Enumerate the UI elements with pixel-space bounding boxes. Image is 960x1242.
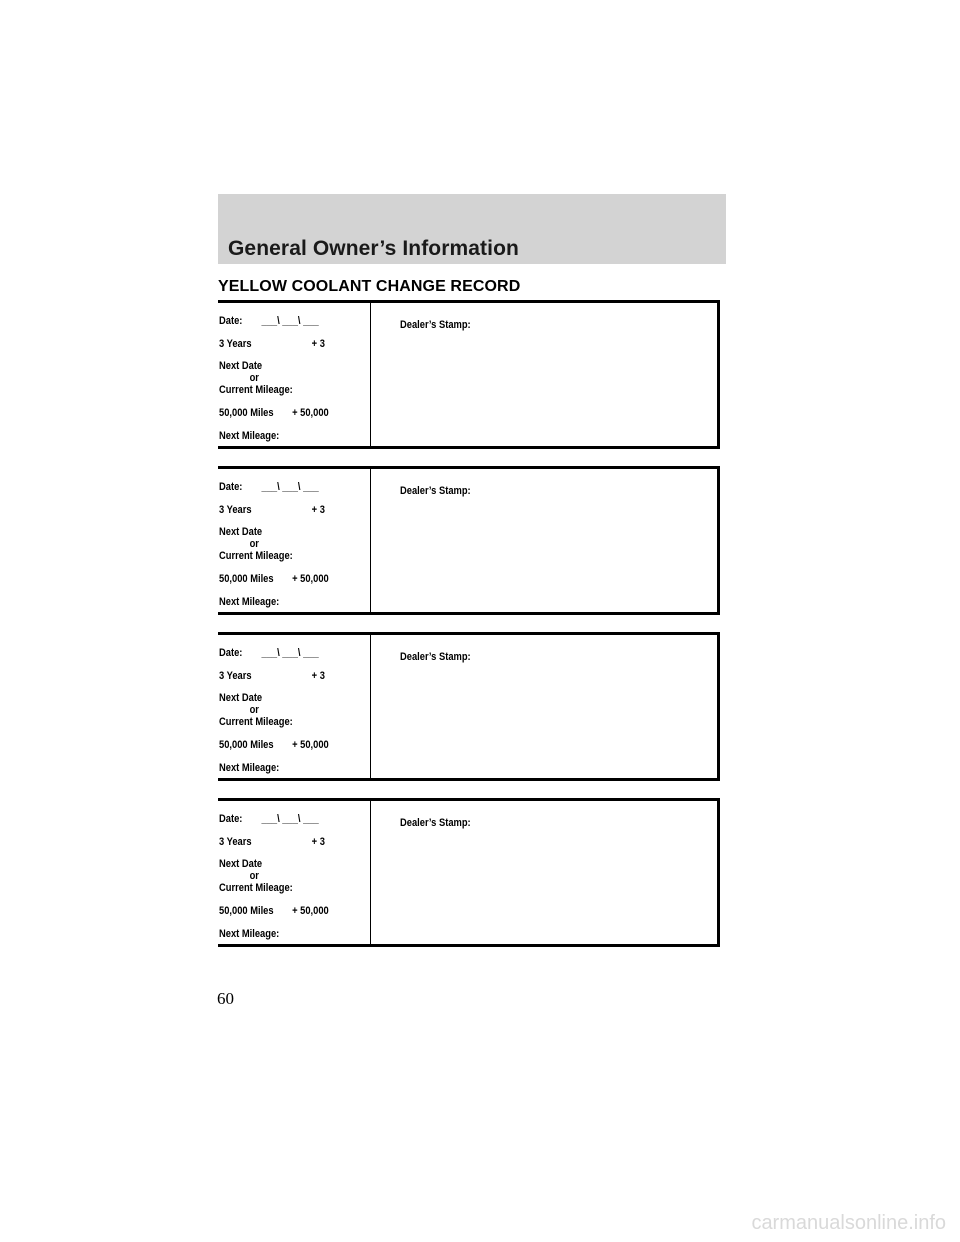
date-blank-field: ___\ ___\ ___ xyxy=(261,481,319,493)
or-label: or xyxy=(249,704,259,716)
next-mileage-label: Next Mileage: xyxy=(219,430,280,442)
or-label: or xyxy=(249,870,259,882)
current-mileage-label: Current Mileage: xyxy=(219,384,293,396)
current-mileage-label: Current Mileage: xyxy=(219,882,293,894)
column-divider xyxy=(370,635,371,778)
coolant-record-list xyxy=(218,300,720,964)
miles-value: + 50,000 xyxy=(292,739,329,751)
years-value: + 3 xyxy=(311,504,325,516)
years-row xyxy=(219,835,345,849)
miles-row xyxy=(219,738,345,752)
page-title: YELLOW COOLANT CHANGE RECORD xyxy=(218,278,521,295)
date-row xyxy=(219,314,345,328)
years-label: 3 Years xyxy=(219,670,252,682)
date-blank-field: ___\ ___\ ___ xyxy=(261,647,319,659)
record-fields xyxy=(219,314,345,443)
date-row xyxy=(219,812,345,826)
watermark-text: carmanualsonline.info xyxy=(751,1212,946,1234)
next-mileage-label: Next Mileage: xyxy=(219,596,280,608)
date-blank-field: ___\ ___\ ___ xyxy=(261,315,319,327)
next-date-label: Next Date xyxy=(219,858,263,870)
years-row xyxy=(219,669,345,683)
coolant-record-card xyxy=(218,798,720,947)
miles-label: 50,000 Miles xyxy=(219,905,274,917)
miles-value: + 50,000 xyxy=(292,905,329,917)
dealer-stamp-label: Dealer’s Stamp: xyxy=(400,651,471,663)
date-label: Date: xyxy=(219,315,243,327)
chapter-title: General Owner’s Information xyxy=(228,237,519,260)
miles-value: + 50,000 xyxy=(292,573,329,585)
coolant-record-card xyxy=(218,300,720,449)
miles-label: 50,000 Miles xyxy=(219,407,274,419)
column-divider xyxy=(370,801,371,944)
miles-value: + 50,000 xyxy=(292,407,329,419)
next-date-label: Next Date xyxy=(219,360,263,372)
miles-row xyxy=(219,904,345,918)
column-divider xyxy=(370,469,371,612)
date-label: Date: xyxy=(219,813,243,825)
years-label: 3 Years xyxy=(219,504,252,516)
or-label: or xyxy=(249,372,259,384)
record-fields xyxy=(219,646,345,775)
page-number: 60 xyxy=(217,989,234,1008)
next-mileage-label: Next Mileage: xyxy=(219,928,280,940)
next-mileage-label: Next Mileage: xyxy=(219,762,280,774)
date-row xyxy=(219,480,345,494)
dealer-stamp-label: Dealer’s Stamp: xyxy=(400,485,471,497)
date-row xyxy=(219,646,345,660)
section-header-band xyxy=(218,194,726,264)
years-label: 3 Years xyxy=(219,338,252,350)
next-date-label: Next Date xyxy=(219,526,263,538)
dealer-stamp-label: Dealer’s Stamp: xyxy=(400,817,471,829)
years-value: + 3 xyxy=(311,670,325,682)
record-fields xyxy=(219,812,345,941)
date-label: Date: xyxy=(219,647,243,659)
miles-label: 50,000 Miles xyxy=(219,573,274,585)
years-row xyxy=(219,503,345,517)
coolant-record-card xyxy=(218,632,720,781)
coolant-record-card xyxy=(218,466,720,615)
dealer-stamp-label: Dealer’s Stamp: xyxy=(400,319,471,331)
date-blank-field: ___\ ___\ ___ xyxy=(261,813,319,825)
miles-label: 50,000 Miles xyxy=(219,739,274,751)
years-label: 3 Years xyxy=(219,836,252,848)
or-label: or xyxy=(249,538,259,550)
current-mileage-label: Current Mileage: xyxy=(219,550,293,562)
years-value: + 3 xyxy=(311,836,325,848)
years-row xyxy=(219,337,345,351)
current-mileage-label: Current Mileage: xyxy=(219,716,293,728)
column-divider xyxy=(370,303,371,446)
record-fields xyxy=(219,480,345,609)
date-label: Date: xyxy=(219,481,243,493)
years-value: + 3 xyxy=(311,338,325,350)
miles-row xyxy=(219,406,345,420)
miles-row xyxy=(219,572,345,586)
next-date-label: Next Date xyxy=(219,692,263,704)
